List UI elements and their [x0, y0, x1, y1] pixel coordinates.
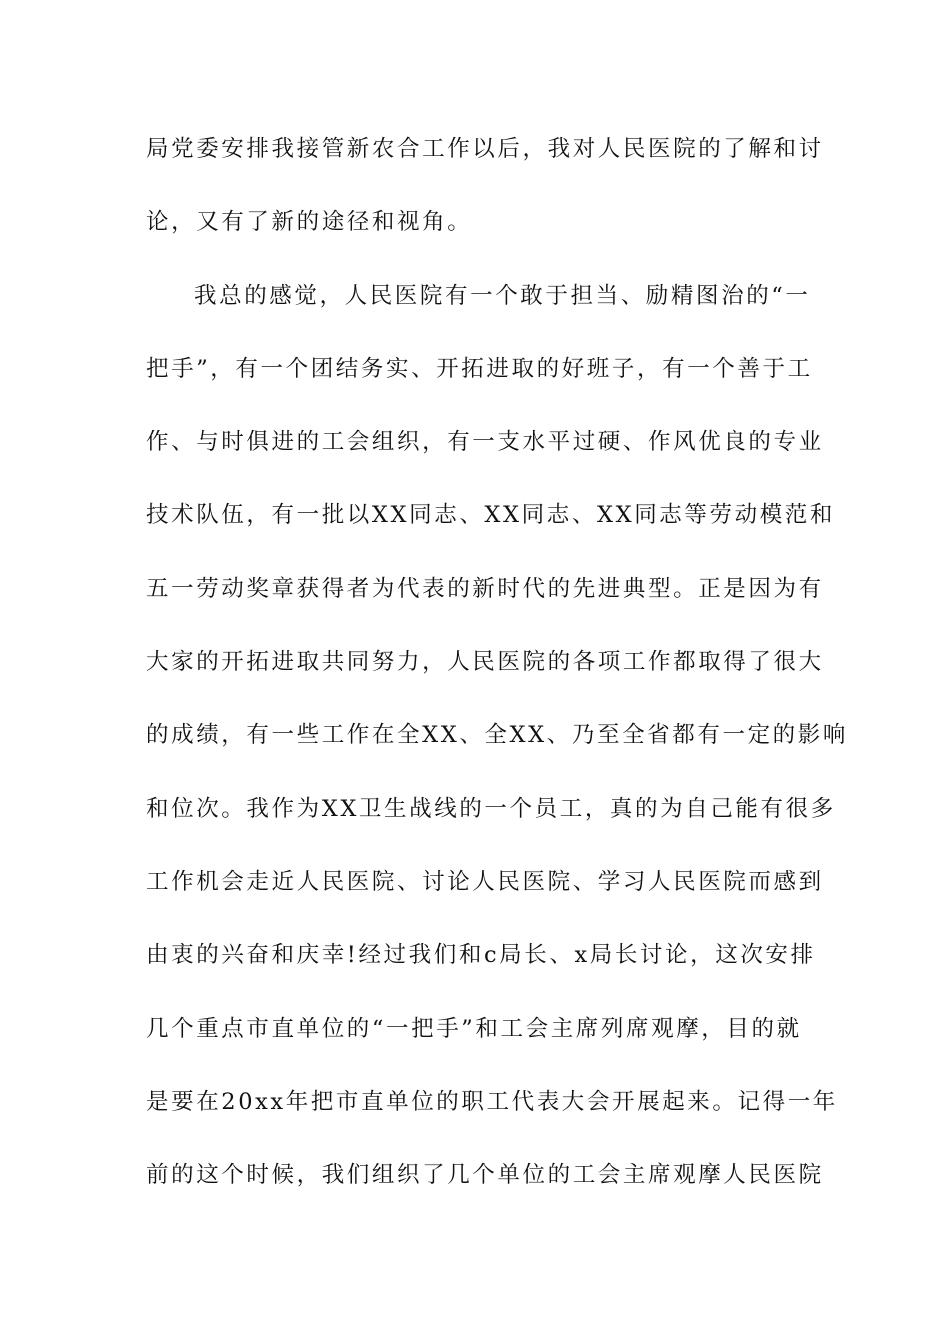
text-line: 五一劳动奖章获得者为代表的新时代的先进典型。正是因为有	[146, 575, 824, 602]
text-line: 技术队伍，有一批以XX同志、XX同志、XX同志等劳动模范和	[146, 502, 836, 529]
text-line: 我总的感觉，人民医院有一个敢于担当、励精图治的“一	[194, 282, 811, 309]
text-line: 前的这个时候，我们组织了几个单位的工会主席观摩人民医院	[146, 1162, 824, 1189]
body-text	[146, 126, 848, 1225]
text-line: 把手”，有一个团结务实、开拓进取的好班子，有一个善于工	[146, 355, 813, 382]
text-line: 大家的开拓进取共同努力，人民医院的各项工作都取得了很大	[146, 649, 824, 676]
text-line: 作、与时俱进的工会组织，有一支水平过硬、作风优良的专业	[146, 429, 824, 456]
text-line: 和位次。我作为XX卫生战线的一个员工，真的为自己能有很多	[146, 795, 836, 822]
text-line: 论，又有了新的途径和视角。	[146, 209, 473, 236]
text-line: 几个重点市直单位的“一把手”和工会主席列席观摩，目的就	[146, 1015, 802, 1042]
text-line: 由衷的兴奋和庆幸!经过我们和c局长、x局长讨论，这次安排	[146, 942, 816, 969]
text-line: 是要在20xx年把市直单位的职工代表大会开展起来。记得一年	[146, 1088, 838, 1115]
text-line: 工作机会走近人民医院、讨论人民医院、学习人民医院而感到	[146, 868, 824, 895]
text-line: 局党委安排我接管新农合工作以后，我对人民医院的了解和讨	[146, 136, 824, 162]
text-line: 的成绩，有一些工作在全XX、全XX、乃至全省都有一定的影响	[146, 722, 848, 749]
